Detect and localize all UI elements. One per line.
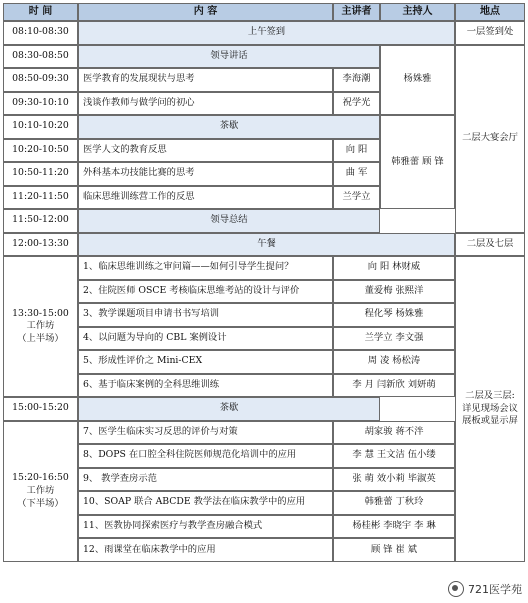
content-cell	[78, 515, 333, 539]
speaker-cell	[333, 139, 380, 163]
speaker-cell	[333, 468, 455, 492]
header-location	[455, 3, 525, 21]
time-cell	[3, 186, 78, 210]
time-cell	[3, 92, 78, 116]
watermark	[448, 581, 522, 597]
speaker-cell-text: 曲 军	[345, 167, 368, 179]
time-cell	[3, 233, 78, 257]
speaker-cell	[333, 444, 455, 468]
speaker-cell-text: 李 月 闫新欣 刘妍萌	[352, 378, 436, 390]
content-cell	[78, 162, 333, 186]
band-row-text: 茶歇	[219, 120, 239, 132]
speaker-cell	[333, 68, 380, 92]
band-row	[78, 115, 380, 139]
workshop2-time	[3, 421, 78, 563]
speaker-cell-text: 胡家骏 蒋不泮	[364, 425, 424, 437]
content-cell	[78, 139, 333, 163]
content-cell-text: 7、医学生临床实习反思的评价与对策	[83, 425, 238, 437]
host-morning-1	[380, 45, 455, 116]
speaker-cell	[333, 374, 455, 398]
time-cell	[3, 162, 78, 186]
speaker-cell-text: 向 阳	[345, 143, 368, 155]
host-morning-2	[380, 115, 455, 209]
header-location-text: 地点	[480, 6, 500, 18]
speaker-cell	[333, 162, 380, 186]
speaker-cell-text: 向 阳 林财威	[367, 261, 421, 273]
location-signin-text: 一层签到处	[466, 26, 514, 38]
host-morning-2-text: 韩雅蕾 顾 锋	[391, 155, 444, 167]
content-cell	[78, 280, 333, 304]
band-row-text: 上午签到	[247, 26, 286, 38]
location-signin	[455, 21, 525, 45]
content-cell-text: 3、教学课题项目申请书书写培训	[83, 308, 220, 320]
speaker-cell-text: 周 凌 杨松涛	[367, 355, 421, 367]
band-row	[78, 209, 380, 233]
speaker-cell-text: 杨桂彬 李晓宇 李 琳	[352, 519, 436, 531]
speaker-cell	[333, 350, 455, 374]
content-cell	[78, 327, 333, 351]
location-hall	[455, 45, 525, 233]
header-host	[380, 3, 455, 21]
content-cell-text: 外科基本功技能比赛的思考	[83, 167, 195, 179]
band-row-text: 领导讲话	[210, 49, 248, 61]
speaker-cell	[333, 186, 380, 210]
time-cell-text: 10:50-11:20	[12, 167, 69, 179]
workshop1-time-text: 13:30-15:00 工作坊 （上半场）	[12, 307, 69, 344]
content-cell	[78, 468, 333, 492]
time-cell-text: 09:30-10:10	[12, 96, 69, 108]
content-cell-text: 12、雨课堂在临床教学中的应用	[83, 543, 216, 555]
header-time	[3, 3, 78, 21]
host-morning-1-text: 杨姝雅	[403, 73, 432, 85]
speaker-cell-text: 兰学立 李文强	[364, 331, 424, 343]
speaker-cell	[333, 327, 455, 351]
content-cell-text: 11、医教协同探索医疗与教学查房融合模式	[83, 519, 263, 531]
speaker-cell-text: 祝学光	[342, 96, 371, 108]
time-cell	[3, 397, 78, 421]
content-cell-text: 医学教育的发展现状与思考	[83, 73, 195, 85]
time-cell	[3, 68, 78, 92]
band-row	[78, 397, 380, 421]
speaker-cell	[333, 303, 455, 327]
time-cell	[3, 115, 78, 139]
content-cell-text: 4、以问题为导向的 CBL 案例设计	[83, 331, 227, 343]
content-cell-text: 2、住院医师 OSCE 考核临床思维考站的设计与评价	[83, 284, 300, 296]
time-cell-text: 08:50-09:30	[12, 73, 69, 85]
content-cell	[78, 374, 333, 398]
time-cell-text: 12:00-13:30	[12, 237, 69, 249]
content-cell-text: 医学人文的教育反思	[83, 143, 167, 155]
location-workshop-text: 二层及三层: 详见现场会议 展板或显示屏	[462, 390, 518, 427]
location-lunch	[455, 233, 525, 257]
speaker-cell-text: 董爱梅 张熙洋	[364, 284, 424, 296]
speaker-cell-text: 李 慧 王文洁 伍小缕	[352, 449, 436, 461]
header-host-text: 主持人	[402, 6, 433, 18]
band-row-text: 午餐	[257, 237, 276, 249]
content-cell	[78, 444, 333, 468]
speaker-cell-text: 顾 锋 崔 斌	[370, 543, 418, 555]
speaker-cell	[333, 280, 455, 304]
location-lunch-text: 二层及七层	[466, 237, 514, 249]
content-cell-text: 9、 教学查房示范	[83, 472, 157, 484]
content-cell	[78, 303, 333, 327]
speaker-cell	[333, 538, 455, 562]
time-cell-text: 08:30-08:50	[12, 49, 69, 61]
time-cell-text: 11:20-11:50	[12, 190, 69, 202]
content-cell-text: 5、形成性评价之 Mini-CEX	[83, 355, 203, 367]
speaker-cell	[333, 515, 455, 539]
content-cell	[78, 350, 333, 374]
content-cell-text: 浅谈作教师与做学问的初心	[83, 96, 195, 108]
header-content-text: 内 容	[193, 6, 218, 18]
workshop1-time	[3, 256, 78, 397]
content-cell	[78, 491, 333, 515]
speaker-cell-text: 韩雅蕾 丁秋玲	[364, 496, 424, 508]
band-row-text: 领导总结	[210, 214, 248, 226]
time-cell-text: 15:00-15:20	[12, 402, 69, 414]
content-cell-text: 8、DOPS 在口腔全科住院医师规范化培训中的应用	[83, 449, 297, 461]
time-cell-text: 10:10-10:20	[12, 120, 69, 132]
location-workshop	[455, 256, 525, 562]
content-cell	[78, 538, 333, 562]
speaker-cell-text: 李海潮	[342, 73, 371, 85]
band-row	[78, 233, 455, 257]
time-cell-text: 10:20-10:50	[12, 143, 69, 155]
content-cell-text: 临床思维训练营工作的反思	[83, 190, 195, 202]
content-cell	[78, 68, 333, 92]
time-cell-text: 11:50-12:00	[12, 214, 69, 226]
band-row	[78, 45, 380, 69]
content-cell	[78, 186, 333, 210]
header-speaker-text: 主讲者	[341, 6, 372, 18]
wechat-icon	[448, 581, 464, 597]
band-row	[78, 21, 455, 45]
time-cell	[3, 45, 78, 69]
header-time-text: 时 间	[28, 6, 53, 18]
workshop2-time-text: 15:20-16:50 工作坊 （下半场）	[12, 472, 69, 509]
band-row-text: 茶歇	[219, 402, 239, 414]
speaker-cell-text: 程化琴 杨姝雅	[364, 308, 424, 320]
speaker-cell-text: 张 萌 效小莉 毕淑英	[352, 472, 436, 484]
schedule-table	[3, 3, 525, 600]
time-cell	[3, 21, 78, 45]
speaker-cell	[333, 92, 380, 116]
watermark-text: 721医学苑	[468, 583, 522, 596]
time-cell	[3, 139, 78, 163]
speaker-cell	[333, 256, 455, 280]
speaker-cell-text: 兰学立	[342, 190, 371, 202]
header-content	[78, 3, 333, 21]
location-hall-text: 二层大宴会厅	[462, 132, 518, 144]
content-cell	[78, 256, 333, 280]
content-cell-text: 10、SOAP 联合 ABCDE 教学法在临床教学中的应用	[83, 496, 306, 508]
content-cell	[78, 92, 333, 116]
time-cell-text: 08:10-08:30	[12, 26, 69, 38]
speaker-cell	[333, 491, 455, 515]
header-speaker	[333, 3, 380, 21]
content-cell	[78, 421, 333, 445]
speaker-cell	[333, 421, 455, 445]
content-cell-text: 6、基于临床案例的全科思维训练	[83, 378, 220, 390]
time-cell	[3, 209, 78, 233]
content-cell-text: 1、临床思维训练之审问篇——如何引导学生提问？	[83, 261, 294, 273]
